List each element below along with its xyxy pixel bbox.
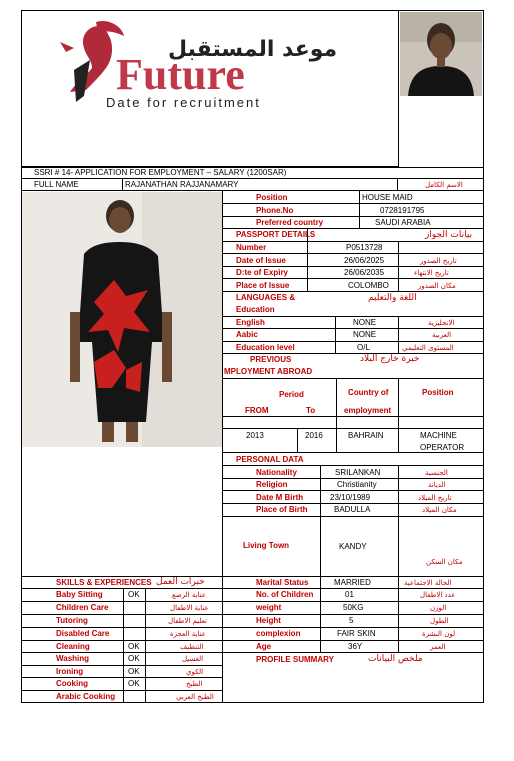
english-label: English bbox=[236, 318, 265, 327]
education-label: Education level bbox=[236, 343, 295, 352]
form-title: SSRI # 14- APPLICATION FOR EMPLOYMENT – SALARY (1200SAR) bbox=[34, 168, 287, 177]
languages-header-2: Education bbox=[236, 305, 275, 314]
skill-label: Children Care bbox=[56, 603, 109, 612]
arabic-value: NONE bbox=[353, 330, 377, 339]
profile-summary-arabic: ملخص البيانات bbox=[368, 654, 423, 664]
height-label: Height bbox=[256, 616, 281, 625]
skill-arabic: عناية العجزة bbox=[170, 630, 206, 638]
preferred-country-label: Preferred country bbox=[256, 218, 324, 227]
employment-country: BAHRAIN bbox=[348, 431, 384, 440]
name-arabic: الاسم الكامل bbox=[425, 181, 463, 189]
skill-label: Cleaning bbox=[56, 642, 90, 651]
english-value: NONE bbox=[353, 318, 377, 327]
passport-header-arabic: بيانات الجواز bbox=[425, 230, 473, 240]
skill-arabic: تعليم الاطفال bbox=[168, 617, 207, 625]
children-label: No. of Children bbox=[256, 590, 314, 599]
logo-arabic: موعد المستقبل bbox=[168, 37, 338, 62]
logo-tagline: Date for recruitment bbox=[106, 95, 261, 110]
languages-header: LANGUAGES & bbox=[236, 293, 296, 302]
skill-label: Cooking bbox=[56, 679, 88, 688]
skill-arabic: الغسيل bbox=[182, 655, 204, 663]
skill-arabic: الكوي bbox=[186, 668, 204, 676]
passport-number: P0513728 bbox=[346, 243, 383, 252]
age-value: 36Y bbox=[348, 642, 363, 651]
employment-header-arabic: خبرة خارج البلاد bbox=[360, 354, 420, 364]
religion-arabic: الديانة bbox=[428, 481, 446, 489]
personal-header: PERSONAL DATA bbox=[236, 455, 304, 464]
skill-value: OK bbox=[128, 679, 140, 688]
height-arabic: الطول bbox=[430, 617, 449, 625]
passport-number-label: Number bbox=[236, 243, 267, 252]
dob-value: 23/10/1989 bbox=[330, 493, 371, 502]
employment-header: PREVIOUS bbox=[250, 355, 292, 364]
skill-value: OK bbox=[128, 667, 140, 676]
employment-from: 2013 bbox=[246, 431, 264, 440]
marital-label: Marital Status bbox=[256, 578, 309, 587]
marital-arabic: الحالة الاجتماعية bbox=[404, 579, 452, 587]
education-value: O/L bbox=[357, 343, 370, 352]
name-label: FULL NAME bbox=[34, 180, 79, 189]
languages-header-arabic: اللغة والتعليم bbox=[368, 293, 417, 303]
dob-arabic: تاريخ الميلاد bbox=[418, 494, 452, 502]
applicant-photo-small bbox=[400, 12, 482, 96]
skill-label: Disabled Care bbox=[56, 629, 110, 638]
employment-position: MACHINE bbox=[420, 431, 457, 440]
position-header: Position bbox=[422, 388, 454, 397]
skill-value: OK bbox=[128, 642, 140, 651]
country-header-2: employment bbox=[344, 406, 392, 415]
english-arabic: الانجليزية bbox=[428, 319, 455, 327]
weight-label: weight bbox=[256, 603, 282, 612]
skill-label: Arabic Cooking bbox=[56, 692, 116, 701]
nationality-arabic: الجنسية bbox=[425, 469, 448, 477]
employment-header-2: MPLOYMENT ABROAD bbox=[224, 367, 313, 376]
education-arabic: المستوى التعليمي bbox=[402, 344, 454, 352]
living-arabic: مكان السكن bbox=[426, 558, 463, 566]
complexion-value: FAIR SKIN bbox=[337, 629, 376, 638]
weight-arabic: الوزن bbox=[430, 604, 447, 612]
country-header: Country of bbox=[348, 388, 389, 397]
place-issue-label: Place of Issue bbox=[236, 281, 290, 290]
children-value: 01 bbox=[345, 590, 354, 599]
position-value: HOUSE MAID bbox=[362, 193, 413, 202]
living-label: Living Town bbox=[243, 541, 290, 550]
skill-label: Ironing bbox=[56, 667, 84, 676]
to-header: To bbox=[306, 406, 316, 415]
skill-arabic: الطبخ bbox=[186, 680, 203, 688]
skill-label: Washing bbox=[56, 654, 90, 663]
issue-arabic: تاريخ الصدور bbox=[420, 257, 457, 265]
skill-label: Tutoring bbox=[56, 616, 88, 625]
expiry-arabic: تاريخ الانتهاء bbox=[414, 269, 449, 277]
preferred-country-value: SAUDI ARABIA bbox=[375, 218, 431, 227]
skill-value: OK bbox=[128, 590, 140, 599]
issue-value: 26/06/2025 bbox=[344, 256, 385, 265]
logo-brand: Future bbox=[116, 50, 245, 99]
from-header: FROM bbox=[245, 406, 269, 415]
height-value: 5 bbox=[349, 616, 354, 625]
age-arabic: العمر bbox=[430, 643, 446, 651]
expiry-label: D:te of Expiry bbox=[236, 268, 289, 277]
place-issue-arabic: مكان الصدور bbox=[418, 282, 456, 290]
pob-label: Place of Birth bbox=[256, 505, 308, 514]
dob-label: Date M Birth bbox=[256, 493, 304, 502]
profile-summary-label: PROFILE SUMMARY bbox=[256, 655, 334, 664]
nationality-label: Nationality bbox=[256, 468, 297, 477]
skill-value: OK bbox=[128, 654, 140, 663]
complexion-arabic: لون البشرة bbox=[422, 630, 456, 638]
living-value: KANDY bbox=[339, 542, 367, 551]
period-header: Period bbox=[279, 390, 304, 399]
passport-header: PASSPORT DETAILS bbox=[236, 230, 316, 239]
pob-value: BADULLA bbox=[334, 505, 371, 514]
arabic-arabic: العربية bbox=[432, 331, 452, 339]
nationality-value: SRILANKAN bbox=[335, 468, 381, 477]
skill-arabic: التنظيف bbox=[180, 643, 204, 651]
skill-arabic: عناية الاطفال bbox=[170, 604, 209, 612]
employment-to: 2016 bbox=[305, 431, 323, 440]
place-issue-value: COLOMBO bbox=[348, 281, 389, 290]
phone-label: Phone.No bbox=[256, 206, 294, 215]
religion-label: Religion bbox=[256, 480, 288, 489]
skill-arabic: الطبخ العربي bbox=[176, 693, 214, 701]
age-label: Age bbox=[256, 642, 272, 651]
position-label: Position bbox=[256, 193, 288, 202]
weight-value: 50KG bbox=[343, 603, 364, 612]
skills-header-arabic: خبرات العمل bbox=[156, 577, 205, 587]
pob-arabic: مكان الميلاد bbox=[422, 506, 457, 514]
marital-value: MARRIED bbox=[334, 578, 371, 587]
arabic-label: Aabic bbox=[236, 330, 258, 339]
religion-value: Christianity bbox=[337, 480, 377, 489]
employment-position-2: OPERATOR bbox=[420, 443, 465, 452]
phone-value: 0728191795 bbox=[380, 206, 425, 215]
children-arabic: عدد الاطفال bbox=[420, 591, 456, 599]
skill-arabic: عناية الرضع bbox=[172, 591, 206, 599]
expiry-value: 26/06/2035 bbox=[344, 268, 385, 277]
applicant-photo-full bbox=[22, 192, 222, 447]
skill-label: Baby Sitting bbox=[56, 590, 103, 599]
skills-header: SKILLS & EXPERIENCES bbox=[56, 578, 152, 587]
name-value: RAJANATHAN RAJJANAMARY bbox=[125, 180, 239, 189]
complexion-label: complexion bbox=[256, 629, 301, 638]
issue-label: Date of Issue bbox=[236, 256, 286, 265]
